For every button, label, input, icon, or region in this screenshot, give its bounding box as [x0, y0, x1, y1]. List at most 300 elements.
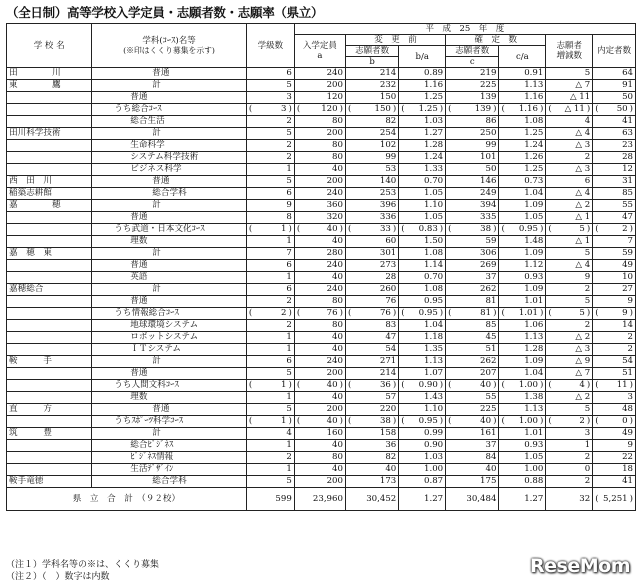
applicants-c-cell: 55 [446, 392, 499, 404]
paren-close: ) [586, 104, 591, 114]
table-row [7, 188, 636, 200]
school-name [7, 344, 92, 356]
capacity-cell [294, 104, 345, 116]
table-row [7, 116, 636, 128]
applicants-b-sub: b [345, 57, 398, 68]
paren-open: ( [448, 224, 452, 234]
course-name: 総合生活 [92, 116, 247, 128]
capacity-cell: 40 [294, 464, 345, 476]
school-name: 西 田 川 [7, 176, 92, 188]
paren-open: ( [501, 380, 505, 390]
course-name: うち情報総合ｺｰｽ [92, 308, 247, 320]
classes-cell: 9 [246, 200, 294, 212]
ratio-c-cell: 1.12 [499, 260, 546, 272]
paren-close: ) [629, 380, 633, 390]
change-cell [546, 308, 593, 320]
classes-cell: 1 [246, 164, 294, 176]
year-header: 平 成 25 年 度 [294, 24, 635, 35]
ratio-c-cell: 1.48 [499, 236, 546, 248]
paren-open: ( [448, 416, 452, 426]
table-row [7, 452, 636, 464]
ratio-b-cell: 0.70 [399, 272, 446, 284]
school-name [7, 464, 92, 476]
applicants-c-cell: 262 [446, 284, 499, 296]
resemom-logo: ReseMom [530, 555, 630, 577]
applicants-c-cell: 81 [446, 296, 499, 308]
applicants-c-cell: 84 [446, 452, 499, 464]
course-name: 総合学科 [92, 188, 247, 200]
paren-close: ) [392, 416, 397, 426]
ratio-c-cell: 1.26 [499, 152, 546, 164]
change-cell: △ 7 [546, 80, 593, 92]
table-row [7, 308, 636, 320]
school-name [7, 164, 92, 176]
transfer-cell [593, 104, 636, 116]
table-row [7, 68, 636, 80]
capacity-cell: 80 [294, 140, 345, 152]
change-cell: △ 4 [546, 260, 593, 272]
ratio-c-cell: 0.91 [499, 68, 546, 80]
paren-close: ) [539, 416, 544, 426]
school-name [7, 104, 92, 116]
capacity-cell: 40 [294, 236, 345, 248]
change-cell: 2 [546, 452, 593, 464]
course-name: うち武道・日本文化ｺｰｽ [92, 224, 247, 236]
transfer-cell: 27 [593, 284, 636, 296]
school-name [7, 236, 92, 248]
ratio-b-cell: 1.03 [399, 116, 446, 128]
classes-cell: 8 [246, 212, 294, 224]
paren-open: ( [501, 308, 505, 318]
school-name [7, 140, 92, 152]
course-name: ロボットシステム [92, 332, 247, 344]
applicants-b-cell: 57 [345, 392, 398, 404]
paren-close: ) [392, 308, 397, 318]
ratio-b-cell: 1.00 [399, 464, 446, 476]
school-name [7, 368, 92, 380]
paren-value: 0.95 [418, 416, 438, 426]
change-label: 志願者 [556, 41, 583, 51]
school-name [7, 308, 92, 320]
paren-close: ) [288, 416, 292, 426]
ratio-c-cell: 1.13 [499, 332, 546, 344]
ratio-b-cell: 0.99 [399, 428, 446, 440]
paren-value: 33 [379, 224, 391, 234]
transfer-cell: 22 [593, 452, 636, 464]
applicants-c-cell: 219 [446, 68, 499, 80]
capacity-cell: 40 [294, 440, 345, 452]
ratio-b-cell: 0.95 [399, 296, 446, 308]
capacity-label: 入学定員 [302, 41, 337, 51]
ratio-c-cell: 1.09 [499, 200, 546, 212]
school-name: 田川科学技術 [7, 128, 92, 140]
ratio-b-cell [399, 224, 446, 236]
course-name: 普通 [92, 92, 247, 104]
classes-cell [246, 224, 294, 236]
applicants-b-cell: 76 [345, 296, 398, 308]
capacity-cell [294, 380, 345, 392]
classes-cell [246, 104, 294, 116]
ratio-b-cell: 0.70 [399, 176, 446, 188]
ratio-b-cell: 1.04 [399, 320, 446, 332]
ratio-b-cell: 1.18 [399, 332, 446, 344]
capacity-cell [294, 416, 345, 428]
course-name: 計 [92, 284, 247, 296]
total-b: 30,452 [345, 488, 398, 511]
paren-close: ) [493, 104, 497, 114]
ratio-b-cell: 0.90 [399, 440, 446, 452]
course-name: 普通 [92, 296, 247, 308]
change-cell: △ 2 [546, 200, 593, 212]
paren-close: ) [339, 416, 343, 426]
transfer-cell [593, 380, 636, 392]
course-header-label: 学科(ｺｰｽ)名等 [142, 35, 196, 46]
ratio-b-cell [399, 416, 446, 428]
ratio-b-cell: 1.27 [399, 128, 446, 140]
total-label: 県 立 合 計 （９２校） [7, 488, 247, 511]
ratio-c-cell: 1.16 [499, 92, 546, 104]
ratio-c-cell: 1.24 [499, 140, 546, 152]
capacity-cell: 240 [294, 284, 345, 296]
paren-value: 0 [622, 416, 628, 426]
ratio-c-cell [499, 308, 546, 320]
capacity-cell: 200 [294, 476, 345, 488]
ratio-b-cell: 1.16 [399, 80, 446, 92]
applicants-b-cell: 60 [345, 236, 398, 248]
capacity-cell: 160 [294, 428, 345, 440]
course-name: 計 [92, 80, 247, 92]
paren-close: ) [539, 380, 544, 390]
table-row [7, 248, 636, 260]
capacity-cell: 40 [294, 332, 345, 344]
ratio-b-cell: 1.10 [399, 404, 446, 416]
paren-value: 1 [280, 224, 287, 234]
paren-close: ) [339, 224, 343, 234]
paren-open: ( [296, 416, 301, 426]
course-name: 総合ﾋﾞｼﾞﾈｽ [92, 440, 247, 452]
course-name: うち総合ｺｰｽ [92, 104, 247, 116]
capacity-cell: 200 [294, 128, 345, 140]
paren-value: 36 [379, 380, 391, 390]
applicants-b-cell: 158 [345, 428, 398, 440]
table-row [7, 236, 636, 248]
paren-value: 1.25 [418, 104, 438, 114]
paren-close: ) [392, 104, 397, 114]
change-cell: 2 [546, 284, 593, 296]
paren-value: 150 [374, 104, 391, 114]
change-cell: △ 3 [546, 140, 593, 152]
note-1: （注１）学科名等の※は、くくり募集 [6, 560, 160, 570]
transfer-cell: 2 [593, 344, 636, 356]
applicants-b-cell: 214 [345, 68, 398, 80]
applicants-b-cell: 53 [345, 164, 398, 176]
course-name: 計 [92, 128, 247, 140]
paren-value: 5 [579, 224, 585, 234]
classes-cell: 5 [246, 176, 294, 188]
ratio-b-cell: 1.28 [399, 140, 446, 152]
change-cell: 5 [546, 296, 593, 308]
course-name: 普通 [92, 68, 247, 80]
paren-open: ( [347, 224, 352, 234]
paren-close: ) [629, 308, 633, 318]
paren-open: ( [248, 380, 253, 390]
ratio-c-cell [499, 416, 546, 428]
paren-open: ( [248, 104, 253, 114]
classes-cell: 2 [246, 320, 294, 332]
transfer-cell: 85 [593, 188, 636, 200]
capacity-cell: 80 [294, 116, 345, 128]
total-chg: 32 [546, 488, 593, 511]
paren-value: 40 [326, 380, 338, 390]
change-cell: △ 2 [546, 332, 593, 344]
applicants-c-cell: 51 [446, 344, 499, 356]
applicants-c-cell: 139 [446, 92, 499, 104]
school-name [7, 116, 92, 128]
school-name [7, 212, 92, 224]
ratio-b-cell: 1.05 [399, 212, 446, 224]
applicants-c-cell: 50 [446, 164, 499, 176]
change-cell: △ 2 [546, 392, 593, 404]
ratio-b-cell: 1.50 [399, 236, 446, 248]
change-cell: △ 4 [546, 128, 593, 140]
applicants-c-cell: 269 [446, 260, 499, 272]
change-cell: △ 9 [546, 356, 593, 368]
school-name: 嘉 穂 [7, 200, 92, 212]
paren-open: ( [595, 416, 599, 426]
paren-close: ) [439, 224, 444, 234]
paren-value: 0.95 [518, 224, 538, 234]
applicants-c-cell: 85 [446, 320, 499, 332]
table-row [7, 152, 636, 164]
transfer-cell [593, 308, 636, 320]
applicants-c-cell: 45 [446, 332, 499, 344]
kakutei-header: 確 定 数 [446, 35, 546, 46]
paren-open: ( [347, 104, 352, 114]
capacity-cell: 80 [294, 452, 345, 464]
table-row [7, 80, 636, 92]
school-name [7, 152, 92, 164]
henko-header: 変 更 前 [345, 35, 445, 46]
applicants-b-cell: 260 [345, 284, 398, 296]
school-name: 嘉穂総合 [7, 284, 92, 296]
transfer-cell: 59 [593, 248, 636, 260]
table-row [7, 104, 636, 116]
paren-value: 1 [280, 380, 287, 390]
paren-close: ) [629, 494, 633, 504]
capacity-cell: 40 [294, 344, 345, 356]
applicants-b-cell: 254 [345, 128, 398, 140]
paren-close: ) [493, 224, 497, 234]
total-cap: 23,960 [294, 488, 345, 511]
change-cell [546, 380, 593, 392]
school-name [7, 320, 92, 332]
paren-open: ( [401, 380, 405, 390]
transfer-cell [593, 416, 636, 428]
total-tr [593, 488, 636, 511]
paren-open: ( [401, 224, 405, 234]
applicants-b-cell: 301 [345, 248, 398, 260]
table-row [7, 200, 636, 212]
capacity-cell: 200 [294, 176, 345, 188]
total-cls: 599 [246, 488, 294, 511]
applicants-c-cell: 175 [446, 476, 499, 488]
paren-open: ( [548, 104, 552, 114]
capacity-cell: 360 [294, 200, 345, 212]
table-header [7, 24, 636, 68]
table-row [7, 140, 636, 152]
transfer-header: 内定者数 [593, 35, 636, 68]
paren-open: ( [347, 380, 352, 390]
applicants-c-cell [446, 308, 499, 320]
course-header [92, 24, 247, 68]
paren-close: ) [493, 308, 497, 318]
capacity-cell: 80 [294, 152, 345, 164]
paren-close: ) [539, 308, 544, 318]
paren-close: ) [288, 224, 292, 234]
transfer-cell: 12 [593, 164, 636, 176]
transfer-cell: 47 [593, 212, 636, 224]
ratio-c-header: c/a [499, 46, 546, 68]
notes [6, 559, 159, 583]
applicants-b-cell: 253 [345, 188, 398, 200]
table-row [7, 440, 636, 452]
ratio-c-cell: 1.06 [499, 320, 546, 332]
applicants-c-cell [446, 224, 499, 236]
transfer-cell: 14 [593, 320, 636, 332]
paren-close: ) [539, 104, 544, 114]
change-cell [546, 224, 593, 236]
classes-cell: 6 [246, 68, 294, 80]
transfer-cell: 9 [593, 440, 636, 452]
school-name: 嘉 穂 東 [7, 248, 92, 260]
transfer-cell: 41 [593, 476, 636, 488]
applicants-c-cell: 161 [446, 428, 499, 440]
ratio-c-cell: 1.05 [499, 212, 546, 224]
table-row [7, 404, 636, 416]
school-name: 鞍手竜徳 [7, 476, 92, 488]
applicants-c-cell: 37 [446, 272, 499, 284]
transfer-cell: 18 [593, 464, 636, 476]
school-header: 学 校 名 [7, 24, 92, 68]
paren-open: ( [548, 416, 552, 426]
table-row [7, 164, 636, 176]
paren-value: 76 [379, 308, 391, 318]
ratio-c-cell: 1.01 [499, 428, 546, 440]
paren-value: 9 [622, 308, 628, 318]
classes-cell: 1 [246, 272, 294, 284]
paren-close: ) [392, 380, 397, 390]
classes-cell: 2 [246, 152, 294, 164]
paren-close: ) [539, 224, 544, 234]
admissions-table [6, 23, 636, 511]
capacity-cell: 120 [294, 92, 345, 104]
paren-value: 76 [326, 308, 338, 318]
paren-close: ) [629, 224, 633, 234]
classes-cell: 2 [246, 140, 294, 152]
applicants-c-cell: 101 [446, 152, 499, 164]
course-name: 計 [92, 356, 247, 368]
ratio-c-cell: 1.04 [499, 368, 546, 380]
applicants-c-cell [446, 380, 499, 392]
change-cell: 5 [546, 68, 593, 80]
course-name: 理数 [92, 392, 247, 404]
transfer-cell: 51 [593, 368, 636, 380]
paren-close: ) [586, 224, 591, 234]
applicants-b-cell: 47 [345, 332, 398, 344]
transfer-cell: 41 [593, 116, 636, 128]
paren-open: ( [347, 416, 352, 426]
applicants-c-header: 志願者数 [446, 46, 499, 57]
ratio-b-cell: 1.03 [399, 452, 446, 464]
paren-value: 50 [616, 104, 628, 114]
applicants-c-cell: 99 [446, 140, 499, 152]
change-cell: △ 3 [546, 164, 593, 176]
applicants-c-cell: 250 [446, 128, 499, 140]
page-title: （全日制）高等学校入学定員・志願者数・志願率（県立） [6, 5, 324, 20]
ratio-c-cell: 0.93 [499, 440, 546, 452]
paren-close: ) [493, 380, 497, 390]
classes-header: 学級数 [246, 24, 294, 68]
applicants-c-cell: 262 [446, 356, 499, 368]
capacity-cell: 240 [294, 356, 345, 368]
paren-open: ( [296, 224, 301, 234]
applicants-b-cell: 40 [345, 464, 398, 476]
paren-value: 2 [280, 308, 287, 318]
paren-value: 4 [579, 380, 585, 390]
ratio-c-cell: 1.08 [499, 116, 546, 128]
transfer-cell [593, 224, 636, 236]
ratio-c-cell: 1.38 [499, 392, 546, 404]
paren-open: ( [595, 380, 599, 390]
ratio-b-cell: 0.89 [399, 68, 446, 80]
school-name: 鞍 手 [7, 356, 92, 368]
change-cell: 2 [546, 152, 593, 164]
paren-close: ) [629, 416, 633, 426]
paren-open: ( [401, 416, 405, 426]
transfer-cell: 64 [593, 68, 636, 80]
transfer-cell: 63 [593, 128, 636, 140]
course-name: うちｽﾎﾟｰﾂ科学ｺｰｽ [92, 416, 247, 428]
applicants-c-cell: 37 [446, 440, 499, 452]
paren-value: 2 [622, 224, 628, 234]
classes-cell: 3 [246, 92, 294, 104]
course-name: 生活ﾃﾞｻﾞｲﾝ [92, 464, 247, 476]
ratio-b-cell: 0.87 [399, 476, 446, 488]
paren-close: ) [392, 224, 397, 234]
course-name: 普通 [92, 368, 247, 380]
paren-value: 1.16 [518, 104, 538, 114]
applicants-b-cell: 99 [345, 152, 398, 164]
ratio-b-cell: 1.08 [399, 284, 446, 296]
paren-open: ( [296, 104, 301, 114]
applicants-b-cell: 232 [345, 80, 398, 92]
applicants-b-cell: 82 [345, 452, 398, 464]
classes-cell: 5 [246, 404, 294, 416]
table-row [7, 212, 636, 224]
change-cell: △ 11 [546, 92, 593, 104]
transfer-cell: 49 [593, 428, 636, 440]
change-cell: △ 1 [546, 212, 593, 224]
paren-close: ) [439, 308, 444, 318]
capacity-cell: 40 [294, 272, 345, 284]
paren-close: ) [629, 104, 633, 114]
paren-open: ( [501, 104, 505, 114]
change-cell: △ 3 [546, 344, 593, 356]
paren-close: ) [586, 308, 591, 318]
capacity-cell: 240 [294, 68, 345, 80]
change-label-2: 増減数 [556, 51, 583, 61]
paren-value: 1.01 [518, 308, 538, 318]
